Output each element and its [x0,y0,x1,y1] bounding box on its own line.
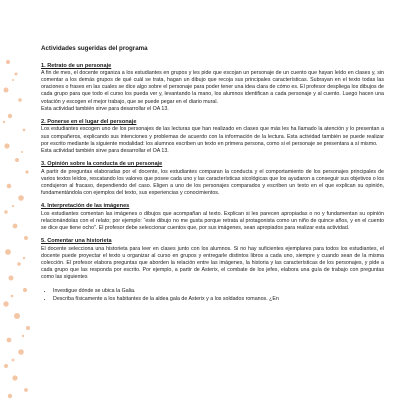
list-item: • Investigue dónde se ubica la Galia. [53,287,384,295]
question-list [41,287,384,304]
document-title: Actividades sugeridas del programa [41,45,148,52]
section-opinion-conducta [41,161,384,197]
section-body: A fin de mes, el docente organiza a los estudiantes en grupos y les pide que escojan un personaje de un cuento que hayan leído en clases y, sin comentar a los demás grupos de qué cuál se trata, hagan un dibujo que recoja sus principales características. Subrayan en el texto todas las oraciones o frases en las cuales se dice algo sobre el personaje para poder tener una idea clara de cómo es. El profesor despliega los dibujos de cada grupo para que todo el curso los pueda ver y, levantando la mano, los alumnos identifican a cada personaje y al cuento. Luego hacen una votación y escogen el mejor trabajo, que se puede pegar en el diario mural. [41,70,384,105]
section-heading: 5. Comentar una historieta [41,238,112,245]
document-body [41,45,384,310]
section-ponerse-en-lugar [41,119,384,155]
section-body: El docente selecciona una historieta para leer en clases junto con los alumnos. Si no hay suficientes ejemplares para todos los estudiantes, el docente puede proyectar el texto u organizar al curso en grupos y entregarle distintos libros a cada uno, siempre y cuando sean de la misma colección. El profesor elabora preguntas que aborden la relación entre las imágenes, la historia y las características de los personajes, y pide a cada grupo que las responda por escrito. Por ejemplo, a partir de Asterix, el combate de los jefes, elabora una guía de trabajo con preguntas como las siguientes [41,245,384,280]
section-comentar-historieta [41,238,384,303]
section-body: Los estudiantes escogen uno de los personajes de las lecturas que han realizado en clases que más les ha llamado la atención y lo presentan a sus compañeros, explicando sus intenciones y problemas de acuerdo con la información de la lectura. Esta actividad también se puede realizar por escrito mediante la siguiente modalidad: los alumnos escriben un texto en primera persona, como si el personaje se presentara a sí mismo. [41,126,384,147]
section-body: Los estudiantes comentan las imágenes o dibujos que acompañan al texto. Explican si les parecen apropiadas o no y fundamentan su opinión relacionándolas con el relato; por ejemplo: “este dibujo no me gusta porque retrata al protagonista como un niño de quince años, y en el cuento se dice que tiene ocho”. El profesor debe seleccionar cuentos que, por sus imágenes, sean apropiados para realizar esta actividad. [41,210,384,231]
section-retrato-personaje [41,63,384,113]
list-item: • Describa físicamente a los habitantes de la aldea gala de Asterix y a los soldados romanos. ¿En [53,295,384,303]
section-interpretacion-imagenes [41,203,384,231]
section-heading: 1. Retrato de un personaje [41,63,112,69]
section-note: Esta actividad también sirve para desarrollar el OA 13. [41,105,169,112]
section-heading: 4. Interpretación de las imágenes [41,203,130,210]
section-note: Esta actividad también sirve para desarrollar el OA 13. [41,147,169,154]
section-heading: 3. Opinión sobre la conducta de un personaje [41,161,163,168]
orange-dot-border-decoration [0,0,34,400]
section-heading: 2. Ponerse en el lugar del personaje [41,119,137,126]
section-body: A partir de preguntas elaboradas por el docente, los estudiantes comparan la conducta y el comportamiento de los personajes principales de varios textos leídos, rescatando los valores que posee cada uno y las características sicológicas que los ayudaron a conseguir sus objetivos o los condujeron al fracaso, dependiendo del caso. Eligen a uno de los personajes comparados y escriben un texto en el que explican su opinión, fundamentándola con ejemplos del texto, sus experiencias y conocimientos. [41,168,384,196]
